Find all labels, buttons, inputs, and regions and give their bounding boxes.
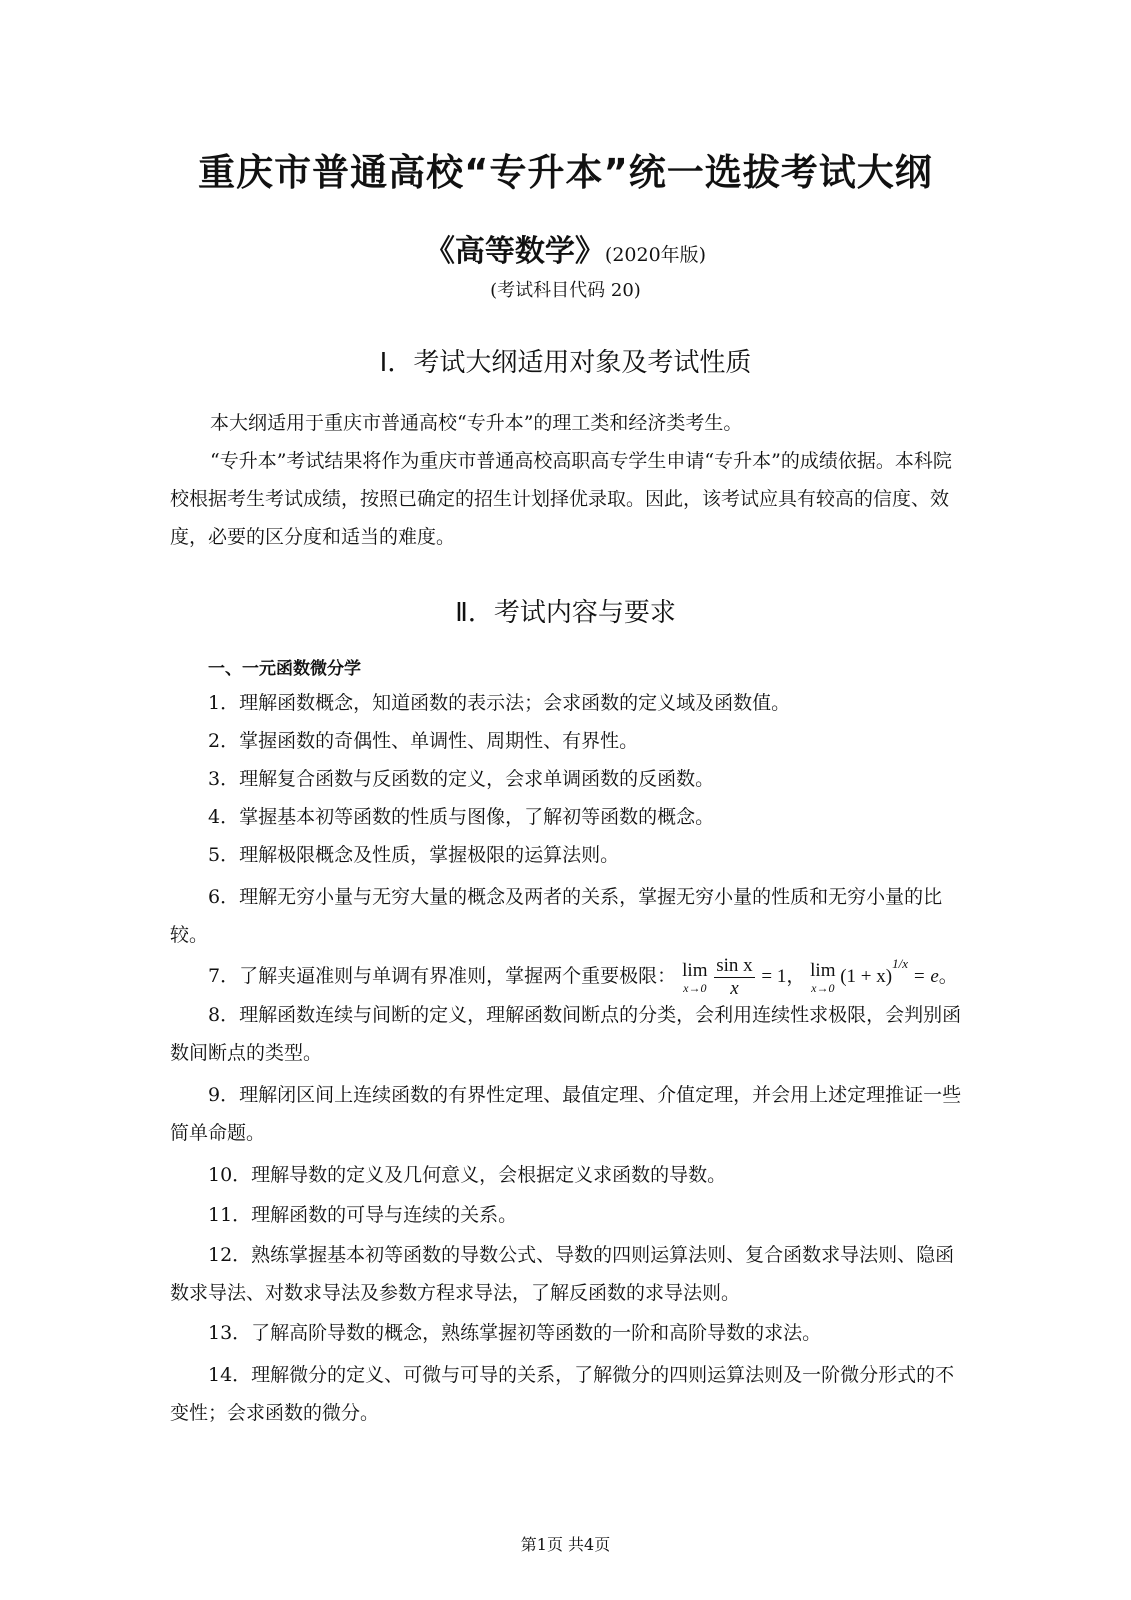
exponent-fraction: 1/x xyxy=(892,956,909,971)
list-item-text: 7．了解夹逼准则与单调有界准则，掌握两个重要极限： xyxy=(208,965,677,987)
limit-operator: lim x→0 xyxy=(682,959,708,995)
subject-name: 《高等数学》 xyxy=(424,234,605,269)
limit-operator: lim x→0 xyxy=(810,959,836,995)
document-title: 重庆市普通高校“专升本”统一选拔考试大纲 xyxy=(198,151,933,194)
list-item: 14．理解微分的定义、可微与可导的关系，了解微分的四则运算法则及一阶微分形式的不变性；会求函数的微分。 xyxy=(170,1364,955,1424)
list-item: 3．理解复合函数与反函数的定义，会求单调函数的反函数。 xyxy=(208,768,715,790)
section-1-paragraph: “专升本”考试结果将作为重庆市普通高校高职高专学生申请“专升本”的成绩依据。本科院校根据考生考试成绩，按照已确定的招生计划择优录取。因此，该考试应具有较高的信度、效度，必要的区分度和适当的难度。 xyxy=(170,450,952,548)
section-1-heading: Ⅰ．考试大纲适用对象及考试性质 xyxy=(379,348,752,378)
limit-formula: lim x→0 $\frac{\text{sin x}}{x}$ = 1， lim x→0 $(1 + x)^{1/x} = e$。 xyxy=(682,955,958,1000)
list-item: 11．理解函数的可导与连续的关系。 xyxy=(208,1204,518,1226)
list-item: 6．理解无穷小量与无穷大量的概念及两者的关系，掌握无穷小量的性质和无穷小量的比较。 xyxy=(170,886,943,946)
list-item: 5．理解极限概念及性质，掌握极限的运算法则。 xyxy=(208,844,620,866)
section-2-heading: Ⅱ．考试内容与要求 xyxy=(455,598,676,628)
list-item: 13．了解高阶导数的概念，熟练掌握初等函数的一阶和高阶导数的求法。 xyxy=(208,1322,822,1344)
list-item: 12．熟练掌握基本初等函数的导数公式、导数的四则运算法则、复合函数求导法则、隐函数求导法、对数求导法及参数方程求导法，了解反函数的求导法则。 xyxy=(170,1244,955,1304)
sin-fraction: $\frac{\text{sin x}}{x}$ xyxy=(716,955,753,1000)
list-item: 9．理解闭区间上连续函数的有界性定理、最值定理、介值定理，并会用上述定理推证一些简单命题。 xyxy=(170,1084,962,1144)
section-1-paragraph: 本大纲适用于重庆市普通高校“专升本”的理工类和经济类考生。 xyxy=(210,412,743,434)
list-item: 8．理解函数连续与间断的定义，理解函数间断点的分类，会利用连续性求极限，会判别函数间断点的类型。 xyxy=(170,1004,962,1064)
page-number: 第1页 共4页 xyxy=(520,1535,611,1554)
edition: (2020年版) xyxy=(604,244,707,266)
list-item: 2．掌握函数的奇偶性、单调性、周期性、有界性。 xyxy=(208,730,639,752)
list-item: 4．掌握基本初等函数的性质与图像，了解初等函数的概念。 xyxy=(208,806,715,828)
list-item: 1．理解函数概念，知道函数的表示法；会求函数的定义域及函数值。 xyxy=(208,692,791,714)
subject-code: (考试科目代码 20) xyxy=(490,280,641,301)
subsection-heading: 一、一元函数微分学 xyxy=(208,659,361,679)
subject-line xyxy=(0,226,1131,270)
list-item: 10．理解导数的定义及几何意义，会根据定义求函数的导数。 xyxy=(208,1164,727,1186)
list-item-formula xyxy=(170,952,970,1002)
